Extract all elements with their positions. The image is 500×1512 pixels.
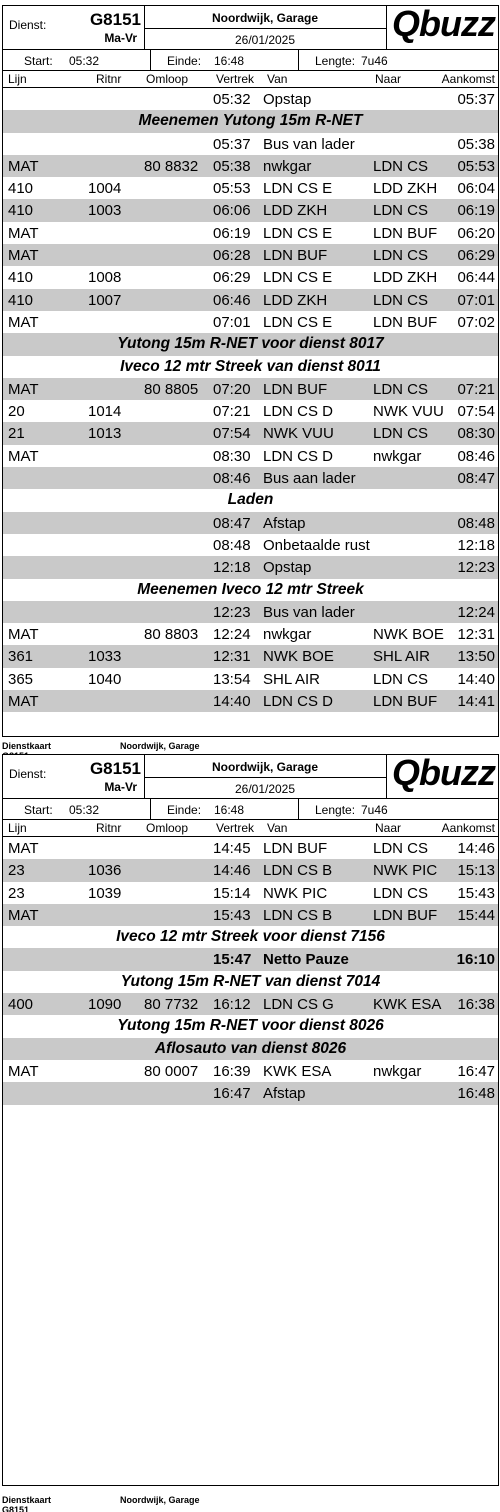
trip-row (3, 623, 498, 645)
trip-rows (3, 837, 498, 1105)
van-cell: Afstap (263, 1085, 306, 1103)
ritnr-cell: 1040 (88, 670, 122, 688)
naar-cell: LDD ZKH (373, 269, 438, 287)
naar-cell: LDN CS (373, 380, 429, 398)
naar-cell: LDN CS (373, 670, 429, 688)
trip-row (3, 199, 498, 221)
dienst-days: Ma-Vr (104, 31, 137, 45)
trip-row (3, 467, 498, 489)
section-title: Meenemen Yutong 15m R-NET (138, 112, 363, 130)
lijn-cell: MAT (8, 840, 39, 857)
col-vertrek: Vertrek (216, 72, 255, 86)
trip-row (3, 289, 498, 311)
qbuzz-logo: Qbuzz (392, 3, 495, 44)
ritnr-cell: 1003 (88, 202, 122, 220)
vertrek-cell: 05:53 (213, 180, 251, 198)
van-cell: LDN CS E (263, 269, 333, 287)
van-cell: LDN CS D (263, 403, 334, 421)
trip-row (3, 155, 498, 177)
aankomst-cell: 06:29 (457, 247, 495, 265)
van-cell: Netto Pauze (263, 951, 349, 969)
start-time: 05:32 (69, 54, 100, 68)
naar-cell: LDN CS (373, 425, 429, 443)
col-aankomst: Aankomst (441, 72, 495, 86)
aankomst-cell: 06:04 (457, 180, 495, 198)
ritnr-cell: 1036 (88, 862, 122, 880)
trip-row (3, 534, 498, 556)
naar-cell: NWK BOE (373, 626, 444, 644)
trip-row (3, 400, 498, 422)
section-heading (3, 971, 498, 993)
lijn-cell: MAT (8, 693, 39, 711)
footer-depot: Noordwijk, Garage (120, 741, 200, 751)
aankomst-cell: 08:47 (457, 470, 495, 488)
col-ritnr: Ritnr (96, 72, 122, 86)
ritnr-cell: 1007 (88, 291, 122, 309)
omloop-cell: 80 8805 (144, 380, 199, 398)
vertrek-cell: 12:23 (213, 603, 251, 621)
aankomst-cell: 15:43 (457, 884, 495, 902)
vertrek-cell: 07:20 (213, 380, 251, 398)
vertrek-cell: 16:47 (213, 1085, 251, 1103)
start-label: Start: (24, 803, 53, 817)
trip-row (3, 177, 498, 199)
van-cell: LDD ZKH (263, 202, 328, 220)
start-time: 05:32 (69, 803, 100, 817)
col-aankomst: Aankomst (441, 821, 495, 835)
vertrek-cell: 06:28 (213, 247, 251, 265)
aankomst-cell: 06:19 (457, 202, 495, 220)
naar-cell: LDN BUF (373, 313, 438, 331)
footer-depot: Noordwijk, Garage (120, 1495, 200, 1505)
aankomst-cell: 12:18 (457, 536, 495, 554)
vertrek-cell: 15:43 (213, 906, 251, 924)
duty-card-page-2 (2, 754, 499, 1486)
lijn-cell: 361 (8, 648, 34, 666)
col-van: Van (267, 72, 288, 86)
van-cell: Onbetaalde rust (263, 536, 370, 554)
card-header (3, 752, 498, 799)
aankomst-cell: 14:41 (457, 693, 495, 711)
vertrek-cell: 14:46 (213, 862, 251, 880)
trip-row (3, 244, 498, 266)
naar-cell: LDN BUF (373, 906, 438, 924)
ritnr-cell: 1004 (88, 180, 122, 198)
trip-row (3, 904, 498, 926)
trip-row (3, 668, 498, 690)
trip-row (3, 378, 498, 400)
aankomst-cell: 08:30 (457, 425, 495, 443)
trip-row (3, 422, 498, 444)
vertrek-cell: 14:45 (213, 840, 251, 857)
section-heading (3, 926, 498, 948)
ritnr-cell: 1008 (88, 269, 122, 287)
naar-cell: LDN CS (373, 884, 429, 902)
naar-cell: LDN CS (373, 157, 429, 175)
naar-cell: LDN CS (373, 247, 429, 265)
van-cell: LDD ZKH (263, 291, 328, 309)
vertrek-cell: 13:54 (213, 670, 251, 688)
van-cell: LDN CS D (263, 693, 334, 711)
naar-cell: LDN CS (373, 291, 429, 309)
trip-row (3, 512, 498, 534)
section-title: Iveco 12 mtr Streek voor dienst 7156 (116, 928, 385, 946)
omloop-cell: 80 8832 (144, 157, 199, 175)
van-cell: NWK PIC (263, 884, 328, 902)
vertrek-cell: 08:48 (213, 536, 251, 554)
depot-name: Noordwijk, Garage (211, 11, 319, 25)
naar-cell: nwkgar (373, 447, 422, 465)
van-cell: LDN CS E (263, 224, 333, 242)
lijn-cell: MAT (8, 224, 39, 242)
trip-row (3, 993, 498, 1015)
vertrek-cell: 15:47 (213, 951, 252, 969)
aankomst-cell: 14:46 (457, 840, 495, 857)
vertrek-cell: 08:46 (213, 470, 251, 488)
depot-name: Noordwijk, Garage (211, 760, 319, 774)
lijn-cell: 410 (8, 291, 34, 309)
aankomst-cell: 15:44 (457, 906, 495, 924)
einde-label: Einde: (167, 54, 202, 68)
lijn-cell: 21 (8, 425, 25, 443)
lijn-cell: 400 (8, 996, 34, 1014)
shift-times (3, 799, 498, 820)
van-cell: nwkgar (263, 157, 312, 175)
omloop-cell: 80 0007 (144, 1062, 199, 1080)
section-title: Laden (227, 491, 274, 509)
dienst-code: G8151 (89, 10, 141, 29)
naar-cell: LDN BUF (373, 224, 438, 242)
vertrek-cell: 14:40 (213, 693, 251, 711)
van-cell: LDN CS B (263, 906, 333, 924)
naar-cell: LDN CS (373, 202, 429, 220)
aankomst-cell: 05:53 (457, 157, 495, 175)
dienst-code: G8151 (89, 759, 141, 778)
trip-row (3, 882, 498, 904)
lijn-cell: MAT (8, 157, 39, 175)
section-heading (3, 489, 498, 511)
lengte-value: 7u46 (361, 803, 388, 817)
van-cell: nwkgar (263, 626, 312, 644)
trip-row (3, 311, 498, 333)
trip-rows (3, 88, 498, 712)
trip-row (3, 88, 498, 110)
van-cell: Bus van lader (263, 135, 355, 153)
einde-label: Einde: (167, 803, 202, 817)
vertrek-cell: 12:31 (213, 648, 251, 666)
trip-row (3, 445, 498, 467)
section-title: Meenemen Iveco 12 mtr Streek (137, 580, 364, 598)
van-cell: LDN CS B (263, 862, 333, 880)
duty-card-page-1 (2, 5, 499, 737)
ritnr-cell: 1013 (88, 425, 122, 443)
start-label: Start: (24, 54, 53, 68)
lijn-cell: MAT (8, 380, 39, 398)
vertrek-cell: 07:01 (213, 313, 251, 331)
vertrek-cell: 08:47 (213, 514, 251, 532)
section-title: Yutong 15m R-NET voor dienst 8026 (117, 1017, 384, 1035)
pause-row (3, 948, 498, 970)
naar-cell: NWK VUU (373, 403, 444, 421)
col-naar: Naar (375, 821, 402, 835)
van-cell: NWK VUU (263, 425, 334, 443)
column-header (3, 820, 498, 837)
col-omloop: Omloop (146, 72, 189, 86)
vertrek-cell: 15:14 (213, 884, 251, 902)
lijn-cell: MAT (8, 247, 39, 265)
col-lijn: Lijn (8, 72, 27, 86)
trip-row (3, 837, 498, 859)
lijn-cell: 23 (8, 862, 25, 880)
lijn-cell: MAT (8, 1062, 39, 1080)
van-cell: LDN BUF (263, 247, 328, 265)
aankomst-cell: 07:54 (457, 403, 495, 421)
lijn-cell: 410 (8, 202, 34, 220)
van-cell: Opstap (263, 91, 312, 108)
trip-row (3, 601, 498, 623)
van-cell: LDN BUF (263, 380, 328, 398)
aankomst-cell: 12:31 (457, 626, 495, 644)
section-heading (3, 110, 498, 132)
section-title: Yutong 15m R-NET voor dienst 8017 (117, 335, 384, 353)
trip-row (3, 556, 498, 578)
van-cell: KWK ESA (263, 1062, 332, 1080)
section-heading (3, 356, 498, 378)
naar-cell: KWK ESA (373, 996, 442, 1014)
dienst-label: Dienst: (9, 18, 47, 32)
section-heading (3, 579, 498, 601)
ritnr-cell: 1039 (88, 884, 122, 902)
section-title: Aflosauto van dienst 8026 (154, 1039, 347, 1057)
section-heading (3, 333, 498, 355)
aankomst-cell: 12:23 (457, 559, 495, 577)
aankomst-cell: 16:47 (457, 1062, 495, 1080)
ritnr-cell: 1033 (88, 648, 122, 666)
aankomst-cell: 13:50 (457, 648, 495, 666)
ritnr-cell: 1014 (88, 403, 122, 421)
vertrek-cell: 05:38 (213, 157, 251, 175)
footer-card-id: Dienstkaart G8151 (2, 1495, 52, 1512)
lengte-value: 7u46 (361, 54, 388, 68)
col-van: Van (267, 821, 288, 835)
aankomst-cell: 16:10 (456, 951, 495, 969)
vertrek-cell: 12:24 (213, 626, 251, 644)
omloop-cell: 80 8803 (144, 626, 199, 644)
dienst-label: Dienst: (9, 767, 47, 781)
vertrek-cell: 06:06 (213, 202, 251, 220)
van-cell: NWK BOE (263, 648, 334, 666)
trip-row (3, 859, 498, 881)
aankomst-cell: 15:13 (457, 862, 495, 880)
trip-row (3, 222, 498, 244)
section-heading (3, 1015, 498, 1037)
van-cell: Afstap (263, 514, 306, 532)
naar-cell: LDN CS (373, 840, 429, 857)
aankomst-cell: 07:21 (457, 380, 495, 398)
col-lijn: Lijn (8, 821, 27, 835)
van-cell: LDN CS G (263, 996, 334, 1014)
aankomst-cell: 05:38 (457, 135, 495, 153)
aankomst-cell: 14:40 (457, 670, 495, 688)
vertrek-cell: 08:30 (213, 447, 251, 465)
aankomst-cell: 12:24 (457, 603, 495, 621)
trip-row (3, 266, 498, 288)
col-naar: Naar (375, 72, 402, 86)
van-cell: LDN BUF (263, 840, 328, 857)
lijn-cell: 410 (8, 269, 34, 287)
lijn-cell: MAT (8, 626, 39, 644)
naar-cell: LDD ZKH (373, 180, 438, 198)
naar-cell: SHL AIR (373, 648, 430, 666)
aankomst-cell: 07:02 (457, 313, 495, 331)
van-cell: Bus van lader (263, 603, 355, 621)
vertrek-cell: 07:54 (213, 425, 251, 443)
vertrek-cell: 06:19 (213, 224, 251, 242)
section-title: Yutong 15m R-NET van dienst 7014 (120, 972, 381, 990)
footer-card-id: Dienstkaart (2, 741, 52, 751)
column-header (3, 71, 498, 88)
col-ritnr: Ritnr (96, 821, 122, 835)
vertrek-cell: 07:21 (213, 403, 251, 421)
trip-row (3, 1060, 498, 1082)
van-cell: Opstap (263, 559, 312, 577)
lijn-cell: 20 (8, 403, 25, 421)
card-header (3, 3, 498, 50)
van-cell: Bus aan lader (263, 470, 356, 488)
section-title: Iveco 12 mtr Streek van dienst 8011 (120, 357, 381, 375)
service-date: 26/01/2025 (234, 782, 296, 796)
van-cell: LDN CS E (263, 180, 333, 198)
vertrek-cell: 06:46 (213, 291, 251, 309)
lijn-cell: 23 (8, 884, 25, 902)
trip-row (3, 645, 498, 667)
van-cell: LDN CS E (263, 313, 333, 331)
vertrek-cell: 06:29 (213, 269, 251, 287)
vertrek-cell: 12:18 (213, 559, 251, 577)
trip-row (3, 133, 498, 155)
aankomst-cell: 08:46 (457, 447, 495, 465)
lijn-cell: MAT (8, 906, 39, 924)
trip-row (3, 1082, 498, 1104)
vertrek-cell: 16:39 (213, 1062, 251, 1080)
van-cell: LDN CS D (263, 447, 334, 465)
aankomst-cell: 05:37 (457, 91, 495, 108)
aankomst-cell: 16:38 (457, 996, 495, 1014)
lijn-cell: MAT (8, 447, 39, 465)
naar-cell: nwkgar (373, 1062, 422, 1080)
trip-row (3, 690, 498, 712)
aankomst-cell: 08:48 (457, 514, 495, 532)
aankomst-cell: 06:44 (457, 269, 495, 287)
lengte-label: Lengte: (315, 54, 356, 68)
van-cell: SHL AIR (263, 670, 320, 688)
naar-cell: LDN BUF (373, 693, 438, 711)
aankomst-cell: 07:01 (457, 291, 495, 309)
lijn-cell: 410 (8, 180, 34, 198)
ritnr-cell: 1090 (88, 996, 122, 1014)
vertrek-cell: 05:32 (213, 91, 251, 108)
qbuzz-logo: Qbuzz (392, 752, 495, 793)
aankomst-cell: 06:20 (457, 224, 495, 242)
naar-cell: NWK PIC (373, 862, 438, 880)
lengte-label: Lengte: (315, 803, 356, 817)
omloop-cell: 80 7732 (144, 996, 199, 1014)
service-date: 26/01/2025 (234, 33, 296, 47)
vertrek-cell: 16:12 (213, 996, 251, 1014)
lijn-cell: MAT (8, 313, 39, 331)
aankomst-cell: 16:48 (457, 1085, 495, 1103)
col-omloop: Omloop (146, 821, 189, 835)
lijn-cell: 365 (8, 670, 34, 688)
section-heading (3, 1038, 498, 1060)
col-vertrek: Vertrek (216, 821, 255, 835)
vertrek-cell: 05:37 (213, 135, 251, 153)
shift-times (3, 50, 498, 71)
einde-time: 16:48 (214, 54, 245, 68)
einde-time: 16:48 (214, 803, 245, 817)
dienst-days: Ma-Vr (104, 780, 137, 794)
